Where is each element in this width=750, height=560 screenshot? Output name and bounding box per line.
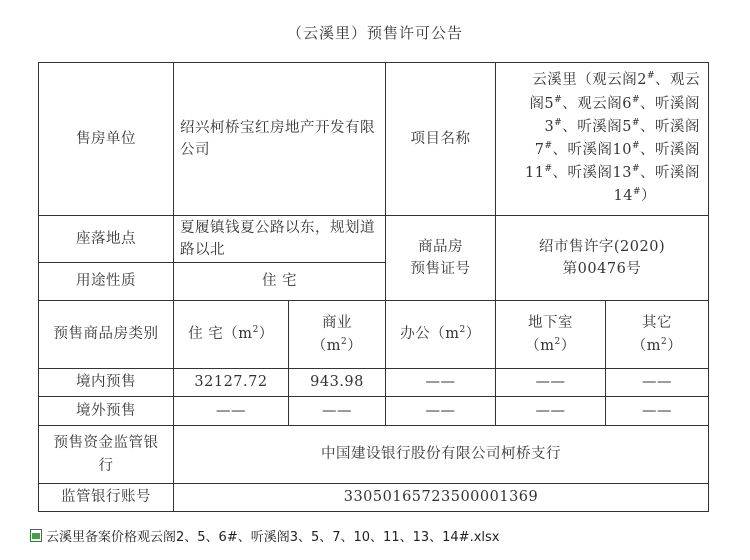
cert-value — [496, 216, 709, 301]
overseas-commercial: —— — [289, 397, 386, 426]
bank-value: 中国建设银行股份有限公司柯桥支行 — [174, 426, 709, 484]
account-label: 监管银行账号 — [39, 484, 174, 512]
project-line: 阁5#、观云阁6#、听溪阁 — [529, 94, 700, 112]
account-row — [39, 484, 709, 512]
account-value: 33050165723500001369 — [174, 484, 709, 512]
project-label: 项目名称 — [386, 63, 496, 216]
cat-residential: 住 宅$(m^2)$ — [174, 301, 289, 369]
usage-value: 住 宅 — [174, 263, 386, 301]
overseas-office: —— — [386, 397, 496, 426]
location-label: 座落地点 — [39, 216, 174, 263]
cat-other: 其它 $(m^2)$ — [606, 301, 709, 369]
domestic-residential: 32127.72 — [174, 369, 289, 397]
bank-label: 预售资金监管银 行 — [39, 426, 174, 484]
project-line: 11#、听溪阁13#、听溪阁 — [525, 164, 700, 182]
cert-label-line-1: 商品房 — [418, 238, 463, 255]
cert-label — [386, 216, 496, 301]
category-row — [39, 301, 709, 369]
overseas-label: 境外预售 — [39, 397, 174, 426]
bank-row — [39, 426, 709, 484]
project-line: 7#、听溪阁10#、听溪阁 — [534, 141, 700, 158]
overseas-other: —— — [606, 397, 709, 426]
cert-label-line-2: 预售证号 — [410, 261, 471, 277]
project-value — [496, 63, 709, 216]
overseas-basement: —— — [496, 397, 606, 426]
cert-value-line-2: 第00476号 — [562, 261, 642, 277]
seller-label: 售房单位 — [39, 63, 174, 216]
notice-title: （云溪里）预售许可公告 — [286, 24, 463, 42]
location-row — [39, 216, 709, 263]
xlsx-file-icon — [30, 529, 42, 542]
overseas-residential: —— — [174, 397, 289, 426]
domestic-row — [39, 369, 709, 397]
project-line: 云溪里（观云阁2#、观云 — [532, 71, 700, 89]
seller-row — [39, 63, 709, 216]
cat-basement: 地下室 $(m^2)$ — [496, 301, 606, 369]
domestic-label: 境内预售 — [39, 369, 174, 397]
cat-commercial: 商业 $(m^2)$ — [289, 301, 386, 369]
project-line: 3#、听溪阁5#、听溪阁 — [544, 117, 700, 135]
attachment-filename[interactable]: 云溪里备案价格观云阁2、5、6#、听溪阁3、5、7、10、11、13、14#.xlsx — [46, 530, 500, 545]
notice-table — [38, 62, 709, 512]
attachment-link[interactable] — [30, 526, 499, 545]
overseas-row — [39, 397, 709, 426]
domestic-other: —— — [606, 369, 709, 397]
domestic-office: —— — [386, 369, 496, 397]
project-line: 14#） — [613, 187, 656, 205]
domestic-commercial: 943.98 — [289, 369, 386, 397]
seller-value: 绍兴柯桥宝红房地产开发有限公司 — [174, 63, 386, 216]
cert-value-line-1: 绍市售许字(2020) — [538, 238, 666, 255]
location-value: 夏履镇钱夏公路以东，规划道路以北 — [174, 216, 386, 263]
cat-office: 办公$(m^2)$ — [386, 301, 496, 369]
usage-label: 用途性质 — [39, 263, 174, 301]
category-label: 预售商品房类别 — [39, 301, 174, 369]
domestic-basement: —— — [496, 369, 606, 397]
